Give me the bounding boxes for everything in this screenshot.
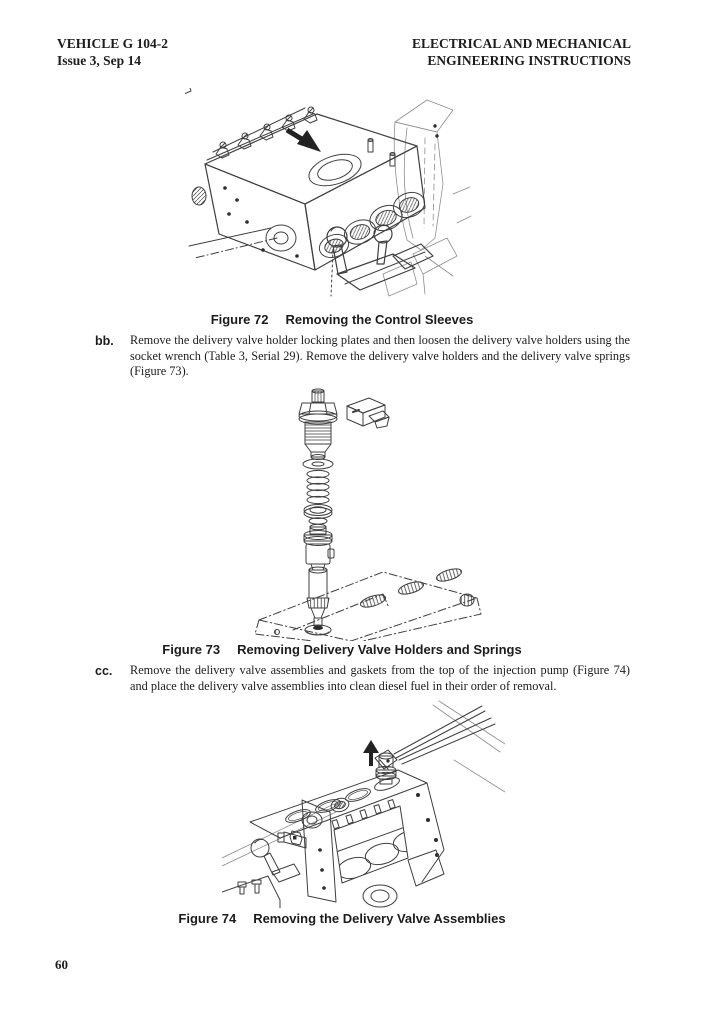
left-face-details	[192, 186, 299, 258]
paragraph-cc-text: Remove the delivery valve assemblies and gaskets from the top of the injection pump (Figure 74) and place the delivery valve assemblies into clean diesel fuel in their order of removal.	[130, 663, 630, 693]
figure-73-title: Removing Delivery Valve Holders and Springs	[237, 642, 522, 657]
figure-72-caption	[57, 312, 627, 327]
top-opening	[305, 139, 395, 192]
figure-74-label: Figure 74	[178, 911, 237, 926]
figure-74-line-art	[222, 700, 505, 908]
paragraph-cc-label: cc.	[95, 664, 113, 678]
rack-shaft-lines	[189, 228, 277, 258]
delivery-valve-spring	[307, 470, 329, 503]
figure-73-label: Figure 73	[162, 642, 221, 657]
upward-arrow	[363, 740, 379, 766]
org-title-line2: ENGINEERING INSTRUCTIONS	[427, 52, 631, 68]
figure-74-caption	[57, 911, 627, 926]
figure-72-title: Removing the Control Sleeves	[285, 312, 474, 327]
pump-block	[205, 114, 425, 270]
delivery-valve-body	[304, 524, 334, 630]
paragraph-bb-label: bb.	[95, 334, 114, 348]
removal-direction-arrow	[287, 130, 321, 152]
paragraph-bb-text: Remove the delivery valve holder locking plates and then loosen the delivery valve holders using the socket wrench (Table 3, Serial 29). Remove the delivery valve holders and the delivery valve springs (Figure 73).	[130, 333, 630, 378]
figure-72-line-art	[185, 88, 475, 310]
figure-73-drawing	[253, 386, 483, 646]
figure-73-line-art	[253, 386, 483, 641]
header-right	[412, 36, 631, 69]
background-rails	[222, 701, 505, 866]
pump-top-ports	[275, 566, 475, 635]
org-title-line1: ELECTRICAL AND MECHANICAL	[411, 36, 631, 51]
page-number: 60	[55, 957, 68, 972]
gaskets	[304, 505, 332, 525]
figure-72-drawing	[185, 88, 475, 315]
figure-73-caption	[57, 642, 627, 657]
figure-74-title: Removing the Delivery Valve Assemblies	[253, 911, 506, 926]
figure-74-drawing	[222, 700, 505, 913]
issue-date: Issue 3, Sep 14	[57, 52, 142, 68]
control-sleeves	[185, 88, 317, 160]
header-left	[57, 36, 168, 69]
delivery-valve-holder	[299, 389, 337, 460]
washer	[303, 459, 333, 469]
figure-72-label: Figure 72	[210, 312, 269, 327]
locking-plate	[347, 398, 389, 428]
publication-code: VEHICLE G 104-2	[57, 36, 169, 51]
background-bracket	[383, 100, 471, 296]
